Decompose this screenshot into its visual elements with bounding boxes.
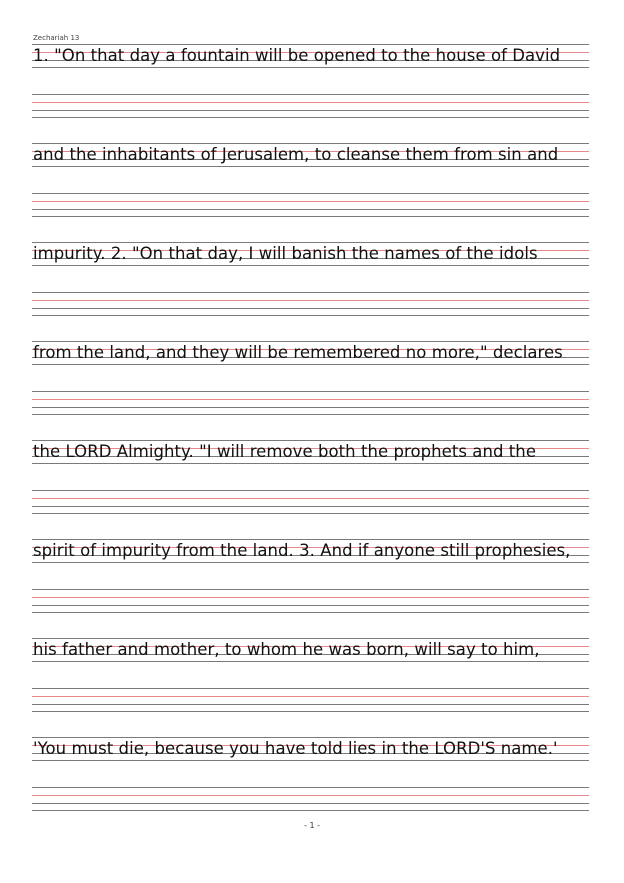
writing-line-block: [32, 242, 589, 312]
guide-rule: [32, 612, 589, 613]
page-number: - 1 -: [304, 821, 320, 830]
guide-rule-red: [32, 201, 589, 202]
guide-rule: [32, 407, 589, 408]
writing-line-text: from the land, and they will be remembered no more," declares: [33, 343, 563, 362]
guide-rule-red: [32, 102, 589, 103]
writing-line-text: spirit of impurity from the land. 3. And if anyone still prophesies,: [33, 541, 571, 560]
guide-rule-red: [32, 597, 589, 598]
guide-rule: [32, 589, 589, 590]
writing-line-text: his father and mother, to whom he was born, will say to him,: [33, 640, 540, 659]
guide-rule: [32, 315, 589, 316]
guide-rule: [32, 193, 589, 194]
guide-rule-red: [32, 399, 589, 400]
page-title: Zechariah 13: [33, 34, 80, 42]
guide-rule: [32, 414, 589, 415]
guide-rule: [32, 506, 589, 507]
writing-line-block: [32, 638, 589, 708]
guide-rule: [32, 605, 589, 606]
writing-line-text: and the inhabitants of Jerusalem, to cleanse them from sin and: [33, 145, 559, 164]
guide-rule: [32, 810, 589, 811]
writing-line-text: 1. "On that day a fountain will be opened to the house of David: [33, 46, 561, 65]
writing-line-block: [32, 341, 589, 411]
guide-rule: [32, 94, 589, 95]
guide-rule-red: [32, 498, 589, 499]
guide-rule: [32, 711, 589, 712]
guide-rule: [32, 292, 589, 293]
guide-rule: [32, 704, 589, 705]
guide-rule: [32, 490, 589, 491]
writing-line-text: the LORD Almighty. "I will remove both the prophets and the: [33, 442, 537, 461]
writing-line-block: [32, 44, 589, 114]
guide-rule-red: [32, 696, 589, 697]
guide-rule: [32, 513, 589, 514]
writing-line-block: [32, 737, 589, 807]
guide-rule: [32, 110, 589, 111]
writing-line-text: impurity. 2. "On that day, I will banish the names of the idols: [33, 244, 538, 263]
guide-rule: [32, 216, 589, 217]
guide-rule: [32, 209, 589, 210]
guide-rule: [32, 391, 589, 392]
writing-line-block: [32, 143, 589, 213]
guide-rule: [32, 308, 589, 309]
guide-rule: [32, 688, 589, 689]
guide-rule-red: [32, 300, 589, 301]
guide-rule: [32, 787, 589, 788]
writing-line-block: [32, 539, 589, 609]
guide-rule: [32, 803, 589, 804]
writing-line-block: [32, 440, 589, 510]
guide-rule-red: [32, 795, 589, 796]
guide-rule: [32, 117, 589, 118]
writing-line-text: 'You must die, because you have told lies in the LORD'S name.': [33, 739, 558, 758]
